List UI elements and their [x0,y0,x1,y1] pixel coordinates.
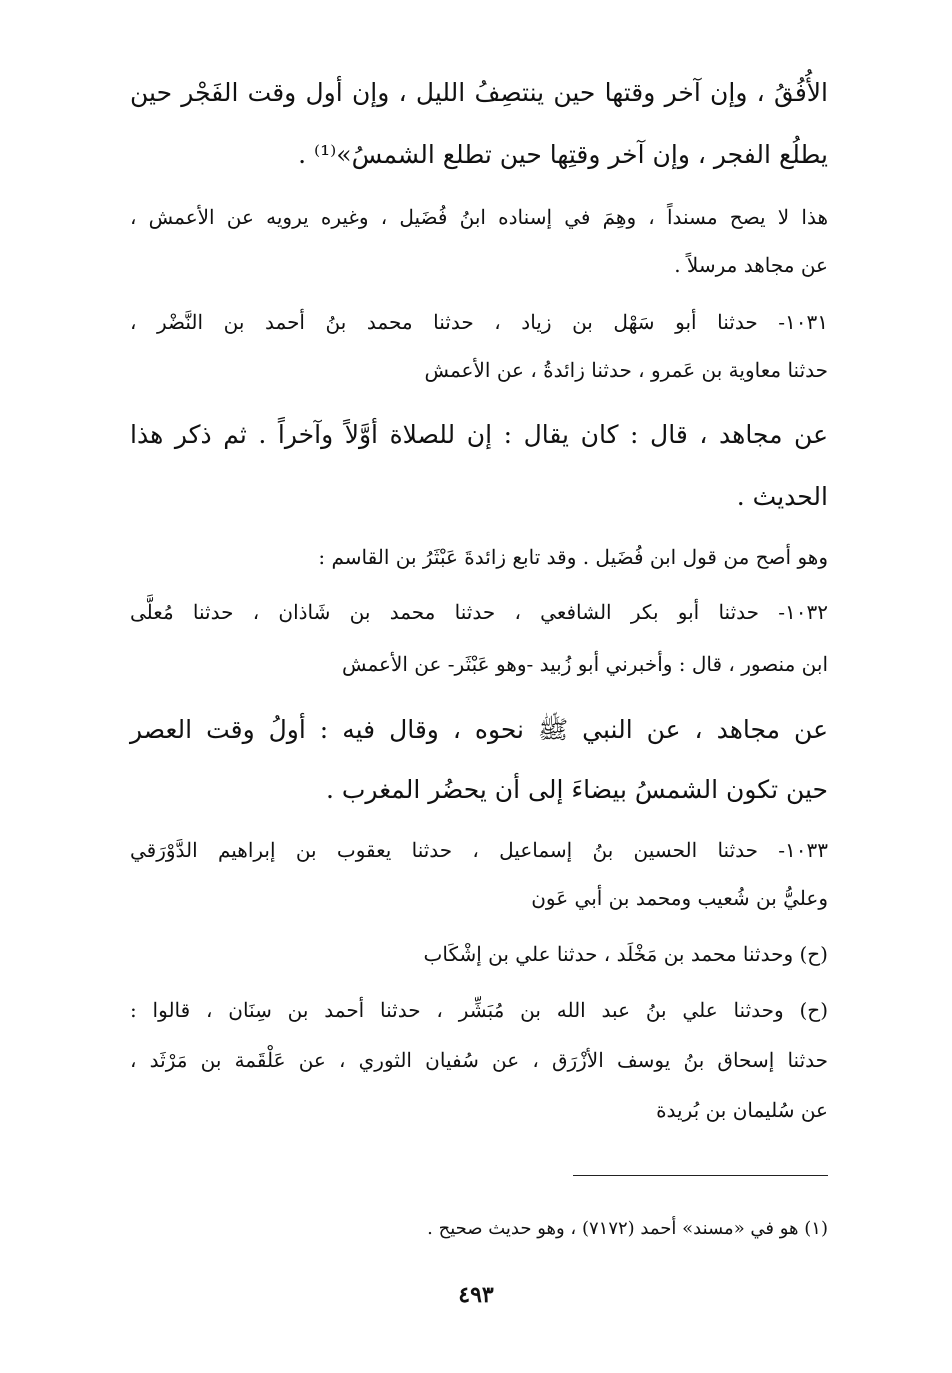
isnad-1032-line-2: ابن منصور ، قال : وأخبرني أبو زُبيد -وهو عَبْثَر- عن الأعمش [341,652,828,676]
text-line-1: الأُفُقُ ، وإن آخر وقتها حين ينتصِفُ الليل ، وإن أول وقت الفَجْر حين [130,78,828,107]
matn-1031-line-2: الحديث . [736,482,828,511]
isnad-1032-line-1: ١٠٣٢- حدثنا أبو بكر الشافعي ، حدثنا محمد بن شَاذان ، حدثنا مُعلَّى [130,600,828,624]
commentary-line-2: عن مجاهد مرسلاً . [674,253,828,277]
footnote-separator [573,1175,828,1176]
isnad-1033-line-6: عن سُليمان بن بُريدة [656,1098,828,1122]
isnad-1033-line-2: وعليُّ بن شُعيب ومحمد بن أبي عَون [531,886,828,910]
matn-1031-line-1: عن مجاهد ، قال : كان يقال : إن للصلاة أوَّلاً وآخراً . ثم ذكر هذا [130,420,828,449]
isnad-1033-line-3: (ح) وحدثنا محمد بن مَخْلَد ، حدثنا علي بن إشْكَاب [423,942,828,966]
isnad-1033-line-4: (ح) وحدثنا علي بنُ عبد الله بن مُبَشِّر ، حدثنا أحمد بن سِنَان ، قالوا : [130,998,828,1022]
matn-1032-line-1: عن مجاهد ، عن النبي ﷺ نحوه ، وقال فيه : أولُ وقت العصر [130,715,828,744]
commentary-line-3: وهو أصح من قول ابن فُضَيل . وقد تابع زائدةَ عَبْثَرُ بن القاسم : [318,545,828,569]
isnad-1033-line-5: حدثنا إسحاق بنُ يوسف الأزْرَق ، عن سُفيان الثوري ، عن عَلْقَمة بن مَرْثَد ، [130,1048,828,1072]
isnad-1033-line-1: ١٠٣٣- حدثنا الحسين بنُ إسماعيل ، حدثنا يعقوب بن إبراهيم الدَّوْرَقي [130,838,828,862]
footnote: (١) هو في «مسند» أحمد (٧١٧٢) ، وهو حديث صحيح . [427,1218,828,1239]
page-number: ٤٩٣ [458,1282,494,1308]
isnad-1031-line-1: ١٠٣١- حدثنا أبو سَهْل بن زياد ، حدثنا محمد بنُ أحمد بن النَّضْر ، [130,310,828,334]
text-line-2: يطلُع الفجر ، وإن آخر وقتِها حين تطلع الشمسُ»⁽¹⁾ . [298,140,828,169]
isnad-1031-line-2: حدثنا معاوية بن عَمرو ، حدثنا زائدةُ ، عن الأعمش [424,358,828,382]
commentary-line-1: هذا لا يصح مسنداً ، وهِمَ في إسناده ابنُ فُضَيل ، وغيره يرويه عن الأعمش ، [130,205,828,229]
matn-1032-line-2: حين تكون الشمسُ بيضاءَ إلى أن يحضُر المغرب . [325,775,828,804]
